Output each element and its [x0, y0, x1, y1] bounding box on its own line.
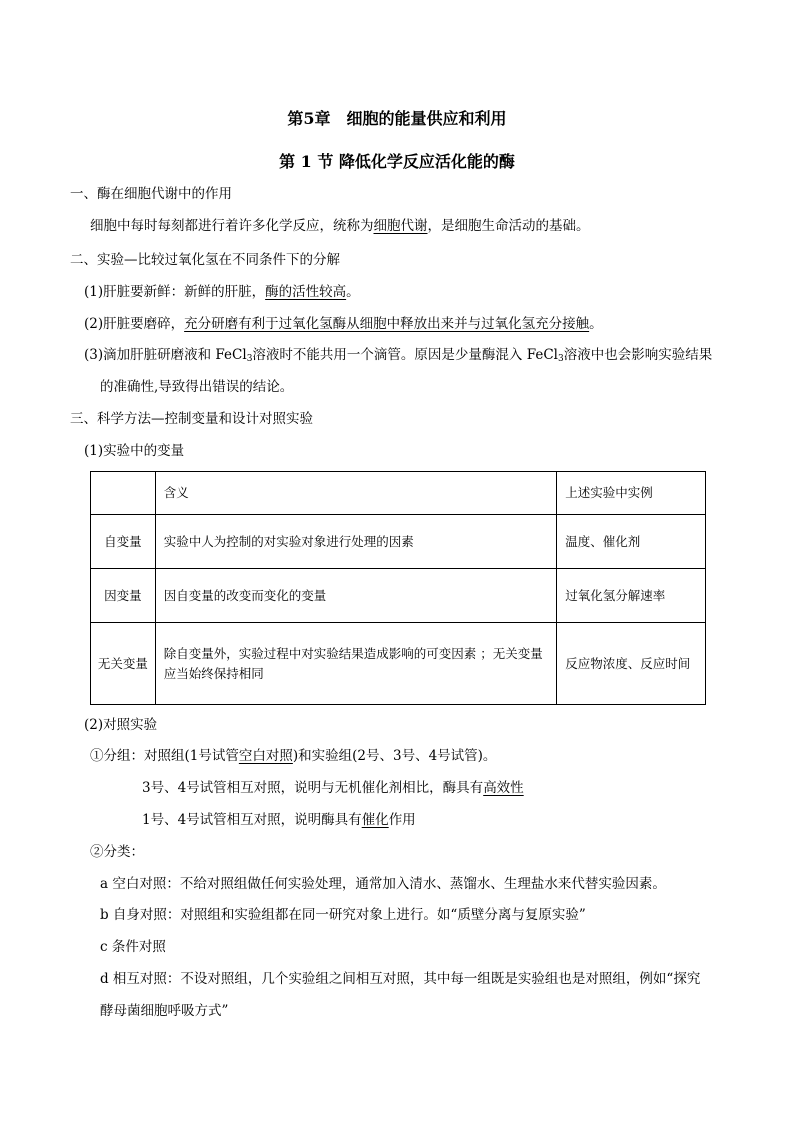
table-cell: 实验中人为控制的对实验对象进行处理的因素 — [155, 515, 557, 569]
subscript: 3 — [246, 354, 253, 364]
variables-table — [90, 471, 706, 705]
text: 细胞中每时每刻都进行着许多化学反应，统称为 — [90, 218, 374, 234]
text: (2)肝脏要磨碎， — [84, 316, 185, 332]
heading-1: 一、酶在细胞代谢中的作用 — [70, 186, 232, 202]
chapter-title: 第5章 细胞的能量供应和利用 — [287, 109, 507, 128]
text: 溶液中也会影响实验结果 — [563, 347, 713, 363]
item-2 — [84, 314, 603, 334]
paragraph-1 — [90, 216, 590, 236]
text: 3号、4号试管相互对照，说明与无机催化剂相比，酶具有 — [142, 780, 484, 796]
text: 溶液时不能共用一个滴管。原因是少量酶混入 FeCl — [252, 347, 558, 363]
text: (3)滴加肝脏研磨液和 FeCl — [84, 347, 247, 363]
grouping-line — [90, 746, 496, 766]
item-3 — [84, 345, 712, 365]
comparison-line-2 — [142, 810, 416, 830]
text: (1)肝脏要新鲜：新鲜的肝脏， — [84, 284, 266, 300]
subscript: 3 — [557, 354, 564, 364]
underlined-term: 空白对照 — [238, 748, 293, 764]
table-header-cell: 含义 — [155, 472, 557, 515]
table-row — [91, 569, 706, 623]
table-cell: 过氧化氢分解速率 — [557, 569, 706, 623]
underlined-term: 充分研磨有利于过氧化氢酶从细胞中释放出来并与过氧化氢充分接触 — [184, 316, 590, 332]
table-cell — [91, 472, 156, 515]
table-cell: 因变量 — [91, 569, 156, 623]
underlined-term: 酶的活性较高 — [265, 284, 347, 300]
table-cell: 因自变量的改变而变化的变量 — [155, 569, 557, 623]
underlined-term: 细胞代谢 — [373, 218, 428, 234]
table-row — [91, 515, 706, 569]
classification-label: ②分类： — [90, 844, 144, 860]
table-cell: 自变量 — [91, 515, 156, 569]
heading-3: 三、科学方法—控制变量和设计对照实验 — [70, 411, 313, 427]
item-3-continued: 的准确性,导致得出错误的结论。 — [100, 379, 294, 395]
table-cell: 温度、催化剂 — [557, 515, 706, 569]
section-title: 第 1 节 降低化学反应活化能的酶 — [279, 152, 515, 171]
text: 。 — [589, 316, 603, 332]
subheading-controls: (2)对照实验 — [84, 717, 158, 733]
class-a: a 空白对照：不给对照组做任何实验处理，通常加入清水、蒸馏水、生理盐水来代替实验因素。 — [100, 876, 666, 892]
item-1 — [84, 282, 360, 302]
class-d-continued: 酵母菌细胞呼吸方式” — [100, 1003, 229, 1019]
comparison-line-1 — [142, 778, 524, 798]
underlined-term: 高效性 — [483, 780, 524, 796]
table-header-row — [91, 472, 706, 515]
subheading-variables: (1)实验中的变量 — [84, 443, 185, 459]
table-row — [91, 623, 706, 705]
text: 1号、4号试管相互对照，说明酶具有 — [142, 812, 362, 828]
text: ，是细胞生命活动的基础。 — [427, 218, 590, 234]
table-header-cell: 上述实验中实例 — [557, 472, 706, 515]
text: )和实验组(2号、3号、4号试管)。 — [292, 748, 497, 764]
table-cell: 无关变量 — [91, 623, 156, 705]
class-c: c 条件对照 — [100, 939, 166, 955]
class-b: b 自身对照：对照组和实验组都在同一研究对象上进行。如“质壁分离与复原实验” — [100, 907, 586, 923]
text: 。 — [346, 284, 360, 300]
table-cell: 反应物浓度、反应时间 — [557, 623, 706, 705]
class-d: d 相互对照：不设对照组，几个实验组之间相互对照，其中每一组既是实验组也是对照组，例如“探究 — [100, 971, 701, 987]
table-cell: 除自变量外，实验过程中对实验结果造成影响的可变因素 ；无关变量应当始终保持相同 — [155, 623, 557, 705]
heading-2: 二、实验—比较过氧化氢在不同条件下的分解 — [70, 252, 340, 268]
underlined-term: 催化 — [361, 812, 389, 828]
text: ①分组：对照组(1号试管 — [90, 748, 239, 764]
text: 作用 — [388, 812, 416, 828]
